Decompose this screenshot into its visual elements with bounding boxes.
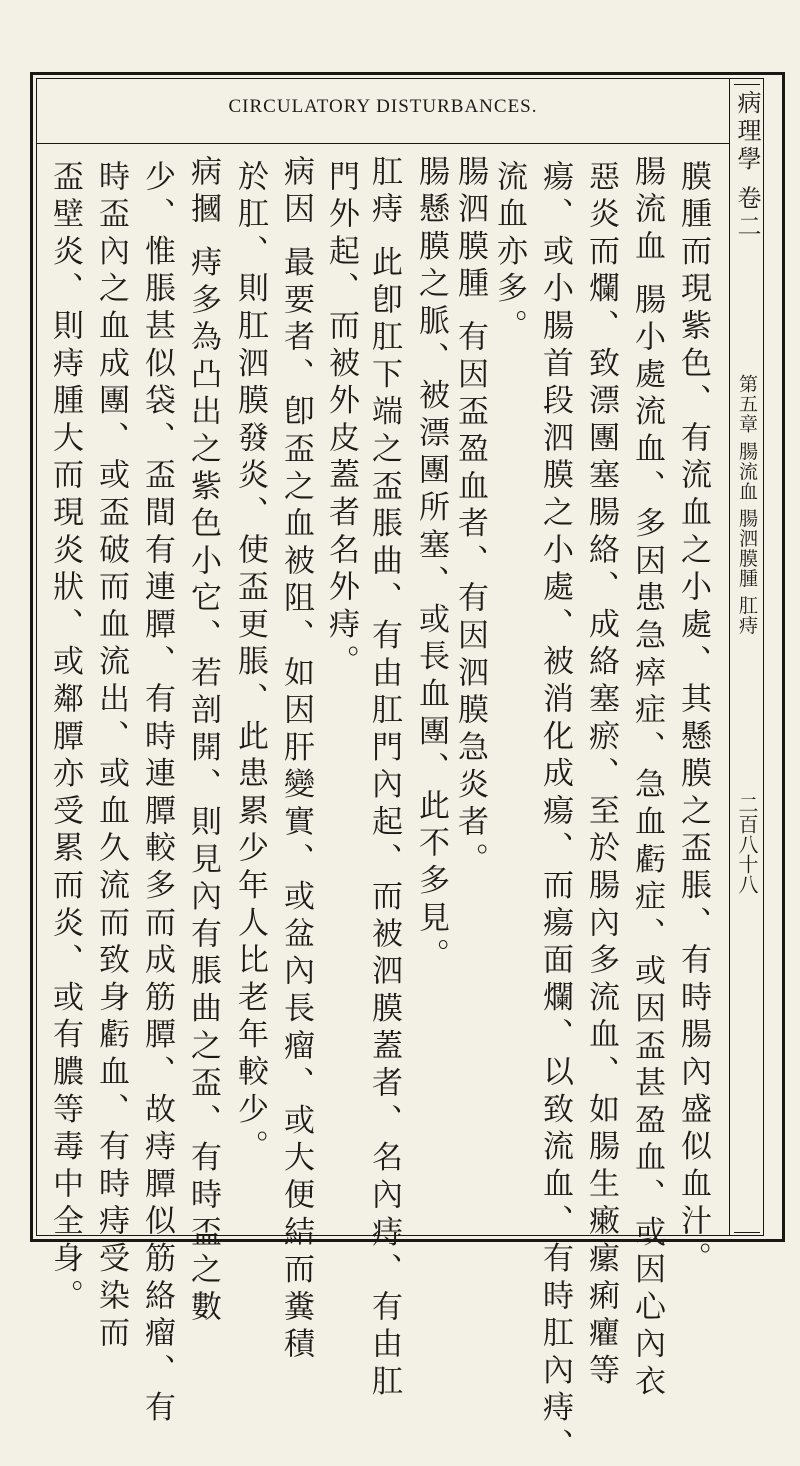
- text-column: 流血亦多。: [491, 160, 527, 347]
- text-column: 時盃內之血成團、或盃破而血流出、或血久流而致身虧血、有時痔受染而: [93, 160, 129, 1354]
- side-margin: [730, 84, 764, 1234]
- text-column: 腸懸膜之脈、被漂團所塞、或長血團、此不多見。: [413, 155, 449, 976]
- chapter-title: 第五章 腸流血 腸泗膜腫 肛痔: [736, 374, 758, 636]
- page-number: 二百八十八: [735, 794, 759, 894]
- side-rule-bottom: [734, 1232, 760, 1233]
- text-column: 少、惟脹甚似袋、盃間有連䐺、有時連䐺較多而成筋䐺、故痔䐺似筋絡瘤、有: [139, 160, 175, 1429]
- text-column: 瘍、或小腸首段泗膜之小處、被消化成瘍、而瘍面爛、以致流血、有時肛內痔、: [537, 160, 573, 1466]
- text-column: 腸流血 腸小處流血、多因患急瘁症、急血虧症、或因盃甚盈血、或因心內衣: [629, 155, 665, 1403]
- text-column: 惡炎而爛、致漂團塞腸絡、成絡塞瘀、至於腸內多流血、如腸生瘷瘰痢癯等: [583, 160, 619, 1391]
- text-column: 肛痔 此卽肛下端之盃脹曲、有由肛門內起、而被泗膜蓋者、名內痔、有由肛: [366, 155, 402, 1403]
- side-rule-top: [734, 84, 760, 85]
- text-column: 病因 最要者、卽盃之血被阻、如因肝變實、或盆內長瘤、或大便結而糞積: [278, 155, 314, 1365]
- book-title: 病理學 卷二: [733, 90, 761, 242]
- text-column: 於肛、則肛泗膜發炎、使盃更脹、此患累少年人比老年較少。: [232, 160, 268, 1168]
- text-column: 腸泗膜腫 有因盃盈血者、有因泗膜急炎者。: [452, 155, 488, 880]
- running-head: CIRCULATORY DISTURBANCES.: [228, 96, 538, 117]
- text-column: 門外起、而被外皮蓋者名外痔。: [323, 160, 359, 683]
- text-column: 盃壁炎、則痔腫大而現炎狀、或鄰䐺亦受累而炎、或有膿等毒中全身。: [47, 160, 83, 1317]
- text-column: 膜腫而現紫色、有流血之小處、其懸膜之盃脹、有時腸內盛似血汁。: [675, 160, 711, 1279]
- text-column: 病摑 痔多為凸出之紫色小它、若剖開、則見內有脹曲之盃、有時盃之數: [185, 155, 221, 1328]
- header-rule: [36, 143, 730, 144]
